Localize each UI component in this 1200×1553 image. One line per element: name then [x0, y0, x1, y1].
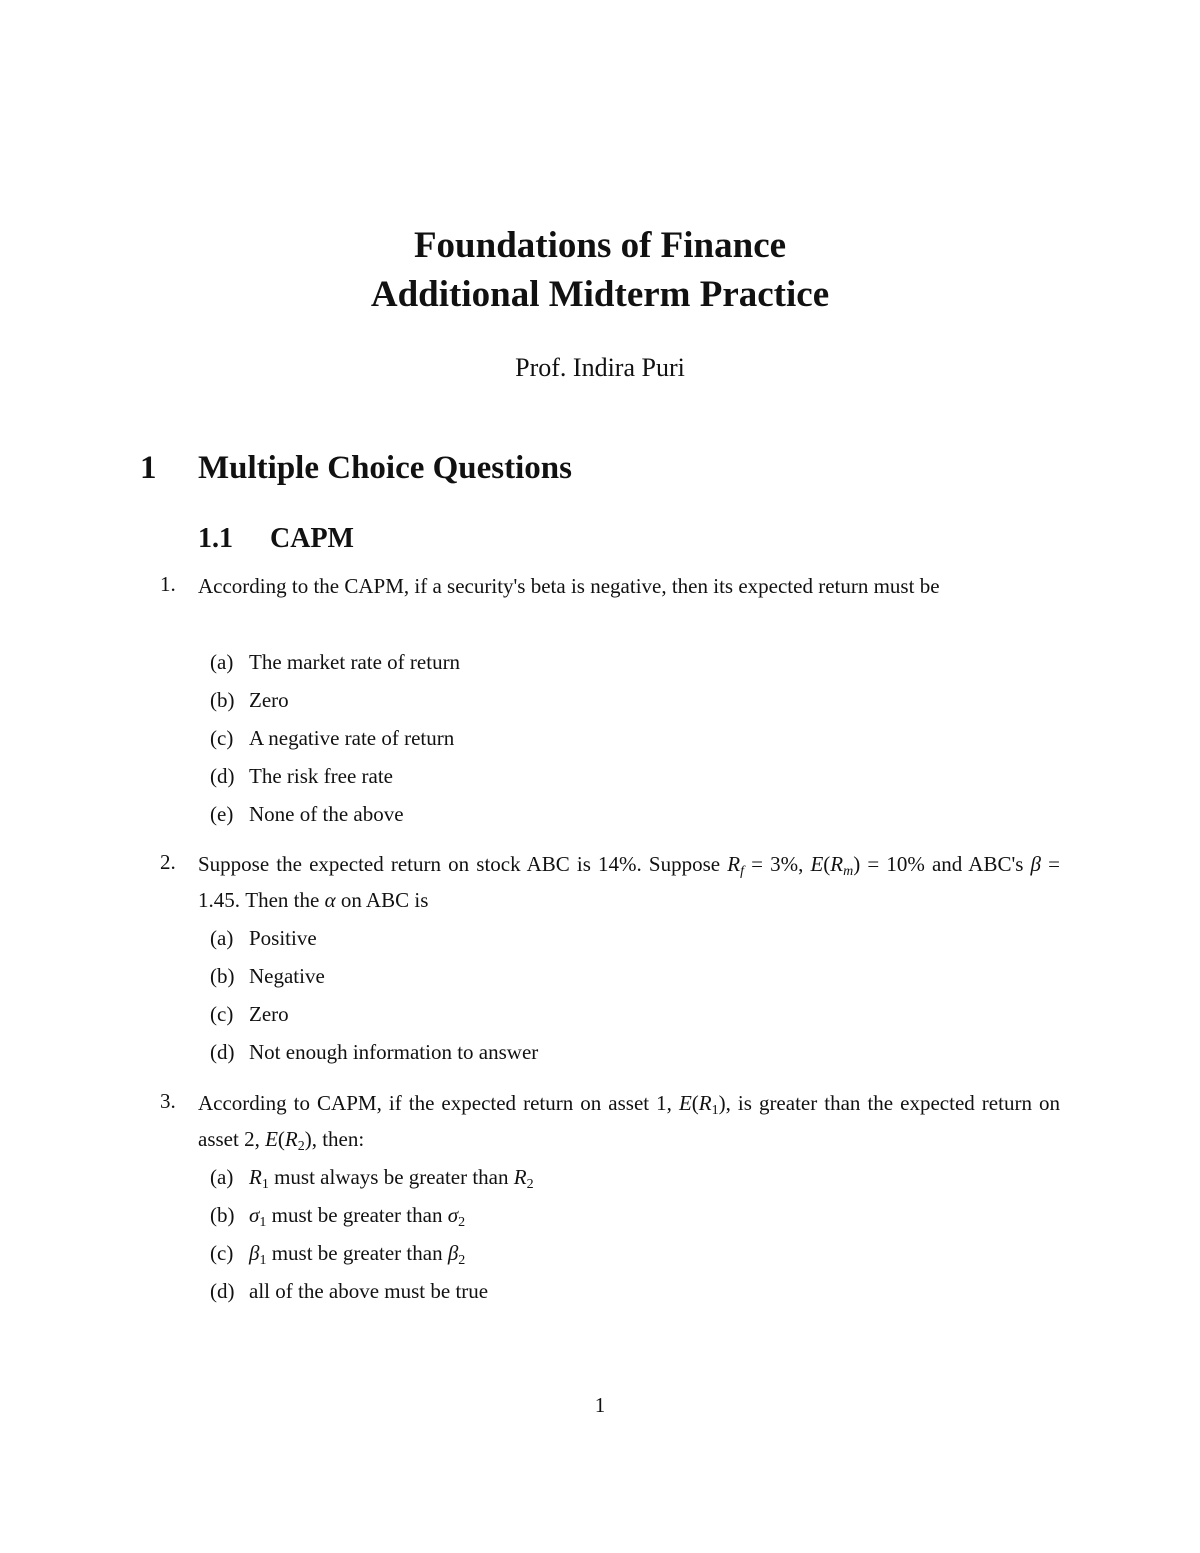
math-var: β — [447, 1241, 459, 1265]
math-sub: 2 — [458, 1215, 466, 1230]
option-label: (d) — [210, 764, 235, 788]
math-var: β — [249, 1241, 260, 1265]
text: According to CAPM, if the expected return on asset 1, — [198, 1091, 679, 1115]
option-label: (d) — [210, 1040, 235, 1064]
subsection-title: CAPM — [270, 523, 354, 554]
option-text: must be greater than — [266, 1203, 448, 1227]
option-text: Zero — [249, 688, 289, 712]
option — [210, 764, 393, 789]
math-sub: 1 — [711, 1103, 719, 1118]
option-text: must be greater than — [266, 1241, 448, 1265]
option — [210, 1165, 534, 1193]
math-var: R — [698, 1091, 712, 1115]
question-number: 1. — [160, 572, 176, 596]
subsection-number: 1.1 — [198, 523, 233, 554]
math-var: σ — [249, 1203, 260, 1227]
option-text: A negative rate of return — [249, 726, 455, 750]
math-sub: 2 — [458, 1253, 466, 1268]
option — [210, 1203, 465, 1231]
option-text: Not enough information to answer — [249, 1040, 539, 1064]
option — [210, 650, 460, 675]
math-var: β — [1030, 852, 1042, 876]
math-var: R — [249, 1165, 262, 1189]
option — [210, 1241, 465, 1269]
option-label: (d) — [210, 1279, 235, 1303]
question-text — [198, 1089, 1060, 1161]
math-sub: 2 — [297, 1139, 305, 1154]
math-var: σ — [447, 1203, 459, 1227]
text: = 1.45. Then the — [198, 852, 1060, 912]
option — [210, 802, 404, 827]
math-sub: f — [740, 864, 744, 879]
math-var: R — [284, 1127, 298, 1151]
math-sub: 1 — [259, 1253, 267, 1268]
text: ( — [823, 852, 831, 876]
option-label: (a) — [210, 1165, 234, 1189]
option-label: (c) — [210, 726, 234, 750]
option-label: (c) — [210, 1002, 234, 1026]
option-text: The market rate of return — [249, 650, 461, 674]
question-text — [198, 850, 1060, 914]
option — [210, 688, 289, 713]
option-text: all of the above must be true — [249, 1279, 489, 1303]
math-sub: 1 — [261, 1177, 269, 1192]
section-number: 1 — [140, 450, 157, 486]
document-title-line-1: Foundations of Finance — [413, 225, 787, 266]
option — [210, 964, 325, 989]
section-title: Multiple Choice Questions — [198, 450, 573, 486]
author: Prof. Indira Puri — [515, 353, 685, 382]
option — [210, 926, 317, 951]
text: on ABC is — [335, 888, 429, 912]
option-text: must always be greater than — [268, 1165, 514, 1189]
math-sub: 2 — [526, 1177, 534, 1192]
option-label: (b) — [210, 688, 235, 712]
math-var: α — [324, 888, 336, 912]
option — [210, 726, 454, 751]
text: ( — [691, 1091, 699, 1115]
question-number: 3. — [160, 1089, 176, 1113]
option-text: Zero — [249, 1002, 289, 1026]
question-number: 2. — [160, 850, 176, 874]
math-var: R — [830, 852, 844, 876]
math-var: R — [727, 852, 741, 876]
option — [210, 1279, 488, 1304]
math-var: R — [513, 1165, 527, 1189]
text: ), then: — [304, 1127, 365, 1151]
math-var: E — [678, 1091, 692, 1115]
option — [210, 1002, 289, 1027]
math-sub: 1 — [259, 1215, 267, 1230]
option-label: (a) — [210, 650, 234, 674]
option-text: None of the above — [249, 802, 404, 826]
page-number: 1 — [594, 1393, 606, 1417]
option-label: (b) — [210, 1203, 235, 1227]
text: Suppose the expected return on stock ABC is 14%. Suppose — [198, 852, 728, 876]
option-text: Negative — [249, 964, 325, 988]
document-title-line-2: Additional Midterm Practice — [370, 274, 830, 315]
text: ), is greater than the expected return on asset 2, — [198, 1091, 1060, 1151]
option-label: (e) — [210, 802, 234, 826]
option-label: (c) — [210, 1241, 234, 1265]
option-text: The risk free rate — [249, 764, 393, 788]
math-sub: m — [843, 864, 854, 879]
option — [210, 1040, 538, 1065]
option-label: (b) — [210, 964, 235, 988]
text: ( — [277, 1127, 285, 1151]
question-text: According to the CAPM, if a security's beta is negative, then its expected return must be — [198, 574, 940, 598]
text: ) = 10% and ABC's — [853, 852, 1031, 876]
option-label: (a) — [210, 926, 234, 950]
math-var: E — [810, 852, 824, 876]
text: = 3%, — [743, 852, 811, 876]
option-text: Positive — [249, 926, 317, 950]
math-var: E — [265, 1127, 278, 1151]
